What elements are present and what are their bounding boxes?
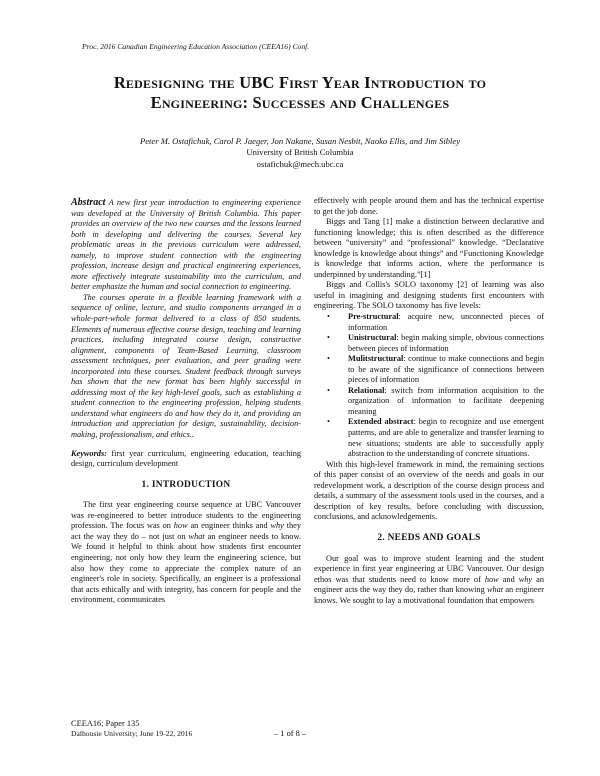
solo-desc: : switch from information acquisition to the organization of information to facilitate deepening meaning [348,385,544,416]
right-column [314,196,544,606]
title-line-2: Engineering: Successes and Challenges [150,93,450,112]
solo-desc: : begin making simple, obvious connections between pieces of information [348,333,544,353]
solo-term: Extended abstract [348,417,414,427]
intro-text-d: an engineer needs to know. We found it helpful to think about how students first encounter engineering, not only how they learn the engineering science, but also how they come to appreciate the complex nature of an engineer's role in society. Specifically, an engineer is a professional that acts ethically and with integrity, has concern for people and the environment, communicates [71,531,301,605]
footer-venue: Dalhousie University; June 19-22, 2016 [71,729,193,739]
bullet-icon: • [327,385,330,395]
needs-text-d: an engineer knows. We sought to lay a motivational foundation that empowers [314,585,544,605]
left-column [71,198,301,606]
solo-item [327,417,544,459]
needs-why: why [518,574,533,584]
abstract-paragraph-2: The courses operate in a flexible learning framework with a sequence of online, lecture, and studio components arranged in a whole-part-whole format delivered to a class of 850 students. Elements of numerous effective course design, teaching and learning practices, including integrated course design, constructive alignment, components of Team-Based Learning, classroom assessment techniques, peer evaluation, and peer grading were incorporated into these courses. Student feedback through surveys has shown that the new format has been highly successful in addressing most of the key high-level goals, such as establishing a student connection to the engineering profession, helping students understand what engineers do and how they do it, and providing an introduction and appreciation for design, sustainability, decision-making, professionalism, and ethics.. [71,292,301,440]
keywords-label: Keywords: [71,448,107,458]
intro-why: why [270,521,284,531]
solo-item [327,312,544,333]
needs-text-c: an engineer acts the way they do, rather than knowing [314,574,544,595]
keywords-text: first year curriculum, engineering education, teaching design, curriculum development [71,448,301,469]
intro-text-a: The first year engineering course sequence at UBC Vancouver was re-engineered to better introduce students to the engineering profession. The focus was on [71,500,301,531]
solo-term: Unistructural [348,333,397,343]
abstract-paragraph-1 [71,198,301,293]
intro-what: what [188,531,205,541]
solo-desc: : continue to make connections and begin to be aware of the significance of connections between pieces of information [348,354,544,385]
footer-paper-id: CEEA16; Paper 135 [71,719,140,728]
intro-how: how [173,521,188,531]
bullet-icon: • [327,312,330,322]
intro-text-b: an engineer thinks and [187,521,271,531]
paper-title [60,73,540,113]
right-paragraph-3: With this high-level framework in mind, the remaining sections of this paper consist of an overview of the needs and goals in our redevelopment work, a description of the course design process and details, a summary of the assessment tools used in the courses, and a description of key results, before concluding with discussion, conclusions, and acknowledgements. [314,459,544,522]
footer-info [71,719,192,740]
bullet-icon: • [327,354,330,364]
running-header: Proc. 2016 Canadian Engineering Education Association (CEEA16) Conf. [82,42,310,51]
abstract-text-1: A new first year introduction to engineering experience was developed at the University of British Columbia. This paper provides an overview of the two new courses and the lessons learned both in developing and delivering the courses. Several key problematic areas in the previous curriculum were addressed, namely, to improve student connection with the engineering profession, increase design and practical engineering experiences, more effectively integrate sustainability into the curriculum, and better emphasize the human and social connection to engineering. [71,198,301,292]
intro-text-c: they act the way they do – not just on [71,521,302,541]
author-email: ostafichuk@mech.ubc.ca [256,158,344,169]
solo-desc: : acquire new, unconnected pieces of information [348,312,544,332]
intro-paragraph [71,500,301,605]
needs-what: what [486,585,504,595]
author-names: Peter M. Ostafichuk, Carol P. Jaeger, Jon Nakane, Susan Nesbit, Naoko Ellis, and Jim Sibley [139,136,461,146]
needs-text-a: Our goal was to improve student learning and the student experience in first year engineering at UBC Vancouver. Our design ethos was that students need to know more of [314,553,544,584]
needs-text-b: and [498,574,519,584]
solo-term: Pre-structural [348,312,399,322]
abstract-lead: Abstract [71,197,106,208]
solo-term: Relational [348,385,385,395]
section-2-heading: 2. NEEDS AND GOALS [377,532,481,543]
section-1-heading: 1. INTRODUCTION [141,479,231,490]
bullet-icon: • [327,333,330,343]
affiliation: University of British Columbia [246,147,354,158]
solo-item [327,385,544,418]
needs-goals-paragraph [314,554,544,607]
solo-desc: : begin to recognize and use emergent patterns, and are able to generalize and transfer learning to new situations; students are able to successfully apply abstraction to the understanding of concrete situations. [348,417,544,459]
solo-item [327,354,544,386]
solo-item [327,333,544,354]
right-paragraph-2: Biggs and Collis's SOLO taxonomy [2] of learning was also useful in imagining and designing students first encounters with engineering. The SOLO taxonomy has five levels: [314,280,544,311]
page-indicator: – 1 of 8 – [274,729,307,738]
right-paragraph-1: Biggs and Tang [1] make a distinction between declarative and functioning knowledge; this is often described as the difference between “university” and “professional” knowledge. “Declarative knowledge is knowledge about things” and “Functioning Knowledge is knowledge that informs action, where the performance is underpinned by understanding.”[1] [314,217,544,279]
bullet-icon: • [327,417,330,427]
title-line-1: Redesigning the UBC First Year Introduction to [113,73,487,92]
needs-how: how [484,574,499,584]
keywords [71,449,301,470]
author-block [90,136,510,170]
right-paragraph-0: effectively with people around them and has the technical expertise to get the job done. [314,196,544,216]
solo-term: Mulitstructural [348,354,404,364]
solo-list [314,312,544,460]
